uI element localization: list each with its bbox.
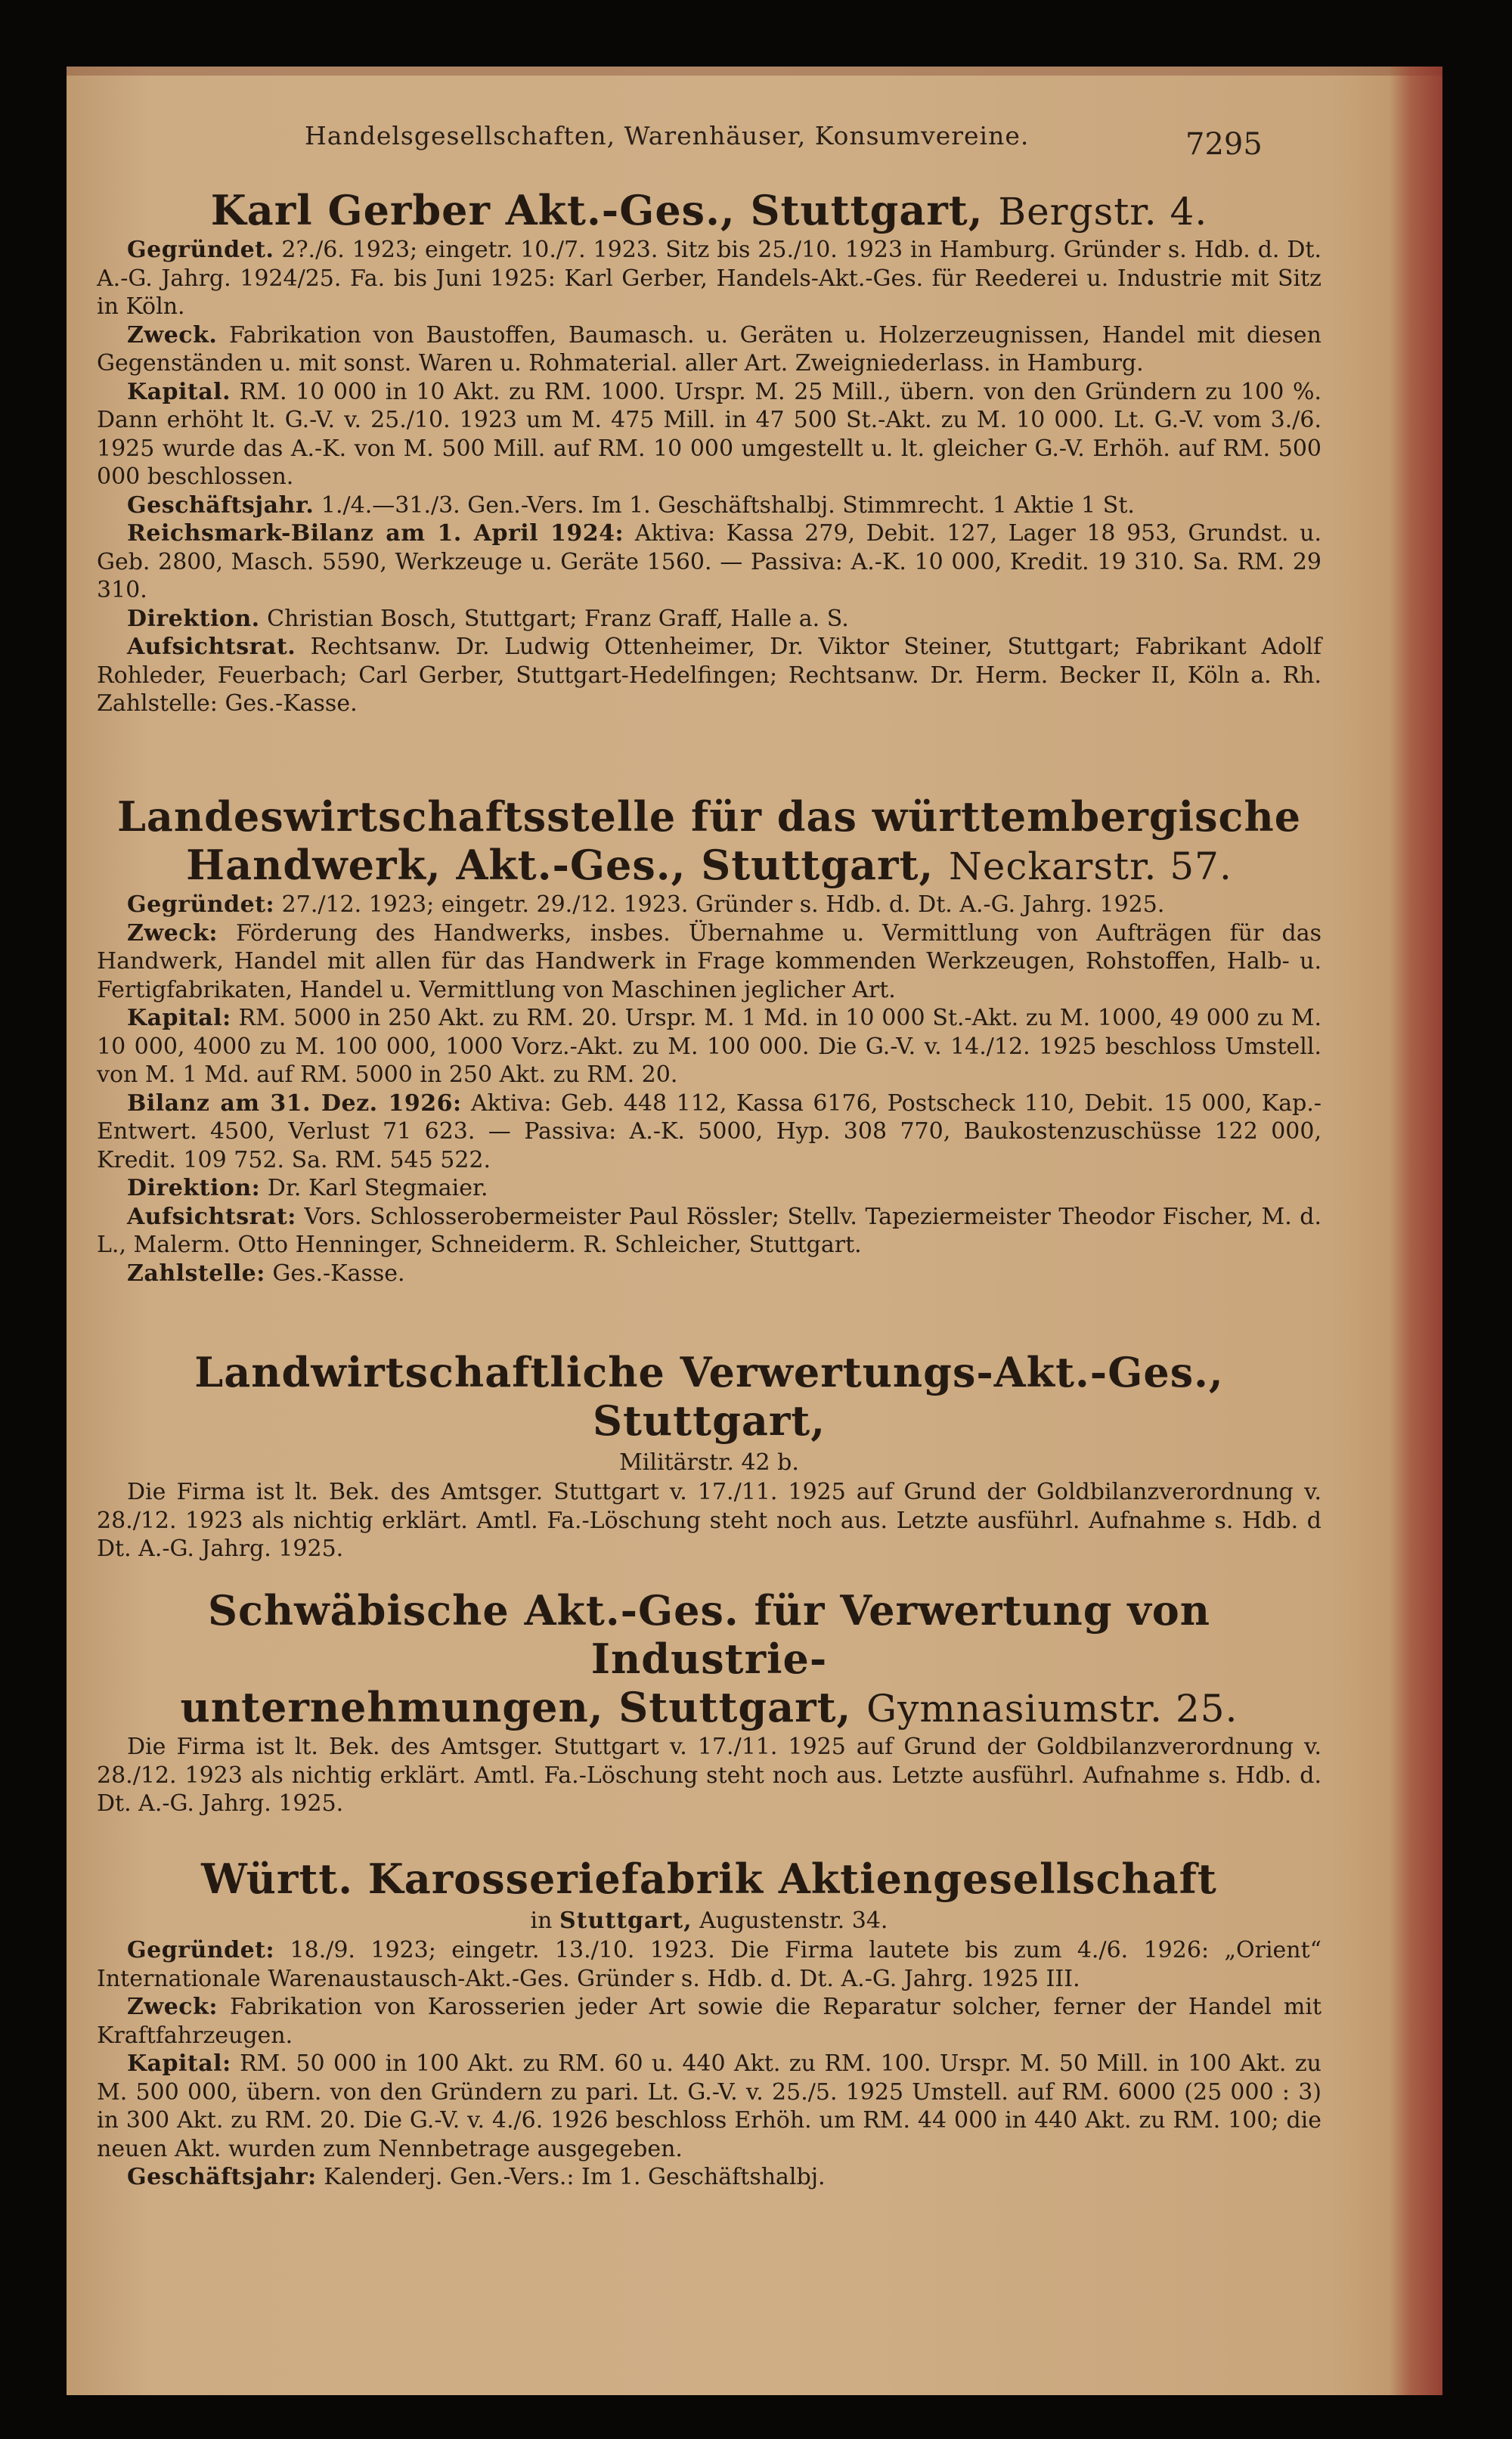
paragraph-text: Dr. Karl Stegmaier. [267,1175,488,1201]
paragraph-label: Direktion. [127,605,260,632]
paragraph-text: Fabrikation von Baustoffen, Baumasch. u. Geräten u. Holzerzeugnissen, Handel mit diesen Gegenständen u. mit sonst. Waren u. Rohmaterial. aller Art. Zweigniederlass. in Hamburg. [97,321,1321,377]
paragraph-kapital [97,2050,1321,2163]
location-street: Augustenstr. 34. [699,1908,888,1934]
page-top-edge [67,67,1442,76]
paragraph-aufsichtsrat [97,633,1321,718]
book-page [67,67,1442,2395]
paragraph-geschaeftsjahr [97,2163,1321,2192]
paragraph-text: RM. 5000 in 250 Akt. zu RM. 20. Urspr. M. 1 Md. in 10 000 St.-Akt. zu M. 1000, 49 000 zu M. 10 000, 4000 zu M. 100 000, 1000 Vorz.-Akt. zu M. 100 000. Die G.-V. v. 14./12. 1925 beschloss Umstell. von M. 1 Md. auf RM. 5000 in 250 Akt. zu RM. 20. [97,1005,1321,1088]
paragraph-label: Zahlstelle: [127,1260,265,1287]
company-address: Gymnasiumstr. 25. [866,1687,1238,1731]
company-name-line1: Schwäbische Akt.-Ges. für Verwertung von Industrie- [208,1586,1210,1683]
company-name-line1: Landeswirtschaftsstelle für das württembergische [116,792,1302,841]
paragraph-text: Aktiva: Geb. 448 112, Kassa 6176, Postscheck 110, Debit. 15 000, Kap.-Entwert. 4500, Verlust 71 623. — Passiva: A.-K. 5000, Hyp. 308 770, Baukostenzuschüsse 122 000, Kredit. 109 752. Sa. RM. 545 522. [97,1089,1321,1173]
paragraph-bilanz [97,1089,1321,1175]
paragraph-zweck [97,321,1321,378]
entry-schwaebische [97,1586,1321,1818]
paragraph-label: Gegründet. [127,237,274,263]
company-location [97,1906,1321,1936]
paragraph-label: Direktion: [127,1175,261,1201]
company-address: Bergstr. 4. [998,190,1208,234]
paragraph-text: 27./12. 1923; eingetr. 29./12. 1923. Gründer s. Hdb. d. Dt. A.-G. Jahrg. 1925. [281,891,1165,918]
entry-karosseriefabrik [97,1855,1321,2192]
entry-title [97,1348,1321,1445]
paragraph-label: Bilanz am 31. Dez. 1926: [127,1089,462,1117]
paragraph-gegruendet [97,1936,1321,1993]
paragraph-kapital [97,378,1321,491]
paragraph-text: 2?./6. 1923; eingetr. 10./7. 1923. Sitz bis 25./10. 1923 in Hamburg. Gründer s. Hdb. d. Dt. A.-G. Jahrg. 1924/25. Fa. bis Juni 1925: Karl Gerber, Handels-Akt.-Ges. für Reederei u. Industrie mit Sitz in Köln. [97,237,1321,320]
paragraph-zweck [97,919,1321,1005]
paragraph-label: Kapital: [127,2050,231,2077]
paragraph-direktion [97,1174,1321,1203]
paragraph-text: RM. 50 000 in 100 Akt. zu RM. 60 u. 440 Akt. zu RM. 100. Urspr. M. 50 Mill. in 100 Akt. zu M. 500 000, übern. von den Gründern zu pari. Lt. G.-V. v. 25./5. 1925 Umstell. auf RM. 6000 (25 000 : 3) in 300 Akt. zu RM. 20. Die G.-V. v. 4./6. 1926 beschloss Erhöh. um RM. 44 000 in 440 Akt. zu RM. 100; die neuen Akt. wurden zum Nennbetrage ausgegeben. [97,2050,1321,2162]
paragraph-note [97,1733,1321,1818]
paragraph-text: Kalenderj. Gen.-Vers.: Im 1. Geschäftshalbj. [324,2164,826,2190]
paragraph-gegruendet [97,236,1321,321]
company-name-line2: Handwerk, Akt.-Ges., Stuttgart, [186,841,934,889]
paragraph-aufsichtsrat [97,1203,1321,1260]
paragraph-text: Aktiva: Kassa 279, Debit. 127, Lager 18 953, Grundst. u. Geb. 2800, Masch. 5590, Werkzeuge u. Geräte 1560. — Passiva: A.-K. 10 000, Kredit. 19 310. Sa. RM. 29 310. [97,520,1321,603]
paragraph-bilanz [97,519,1321,605]
paragraph-geschaeftsjahr [97,491,1321,520]
entry-title [97,1855,1321,1903]
paragraph-text: 18./9. 1923; eingetr. 13./10. 1923. Die Firma lautete bis zum 4./6. 1926: „Orient“ Internationale Warenaustausch-Akt.-Ges. Gründer s. Hdb. d. Dt. A.-G. Jahrg. 1925 III. [97,1937,1322,1992]
paragraph-zweck [97,1993,1321,2050]
running-head [67,121,1442,166]
entry-karl-gerber [97,186,1321,718]
paragraph-text: RM. 10 000 in 10 Akt. zu RM. 1000. Urspr. M. 25 Mill., übern. von den Gründern zu 100 %. Dann erhöht lt. G.-V. v. 25./10. 1923 um M. 475 Mill. in 47 500 St.-Akt. zu M. 10 000. Lt. G.-V. vom 3./6. 1925 wurde das A.-K. von M. 500 Mill. auf RM. 10 000 umgestellt u. lt. gleicher G.-V. Erhöh. auf RM. 500 000 beschlossen. [97,378,1321,490]
paragraph-text: Die Firma ist lt. Bek. des Amtsger. Stuttgart v. 17./11. 1925 auf Grund der Goldbilanzverordnung v. 28./12. 1923 als nichtig erklärt. Amtl. Fa.-Löschung steht noch aus. Letzte ausführl. Aufnahme s. Hdb. d Dt. A.-G. Jahrg. 1925. [97,1479,1321,1562]
paragraph-text: Fabrikation von Karosserien jeder Art sowie die Reparatur solcher, ferner der Handel mit Kraftfahrzeugen. [97,1994,1321,2049]
paragraph-note [97,1478,1321,1564]
company-address: Neckarstr. 57. [949,845,1232,888]
paragraph-label: Kapital. [127,378,231,405]
paragraph-text: Rechtsanw. Dr. Ludwig Ottenheimer, Dr. Viktor Steiner, Stuttgart; Fabrikant Adolf Rohleder, Feuerbach; Carl Gerber, Stuttgart-Hedelfingen; Rechtsanw. Dr. Herm. Becker II, Köln a. Rh. Zahlstelle: Ges.-Kasse. [97,634,1321,717]
paragraph-label: Zweck: [127,1994,218,2020]
company-name: Karl Gerber Akt.-Ges., Stuttgart, [210,186,984,234]
paragraph-gegruendet [97,891,1321,919]
location-prefix: in [530,1908,553,1934]
company-name-line2: unternehmungen, Stuttgart, [180,1683,852,1731]
paragraph-label: Kapital: [127,1005,231,1031]
entry-landeswirtschaftsstelle [97,792,1321,1288]
paragraph-text: Die Firma ist lt. Bek. des Amtsger. Stuttgart v. 17./11. 1925 auf Grund der Goldbilanzverordnung v. 28./12. 1923 als nichtig erklärt. Amtl. Fa.-Löschung steht noch aus. Letzte ausführl. Aufnahme s. Hdb. d. Dt. A.-G. Jahrg. 1925. [97,1734,1321,1817]
paragraph-label: Gegründet: [127,891,275,918]
paragraph-direktion [97,605,1321,634]
running-title: Handelsgesellschaften, Warenhäuser, Konsumvereine. [305,121,1030,150]
paragraph-label: Aufsichtsrat: [127,1203,296,1230]
paragraph-label: Zweck: [127,919,218,947]
paragraph-label: Reichsmark-Bilanz am 1. April 1924: [127,520,624,547]
paragraph-kapital [97,1004,1321,1089]
paragraph-label: Aufsichtsrat. [127,634,296,660]
page-number: 7295 [1185,127,1263,162]
paragraph-text: Ges.-Kasse. [272,1260,405,1287]
paragraph-text: Christian Bosch, Stuttgart; Franz Graff, Halle a. S. [267,605,849,632]
paragraph-label: Zweck. [127,321,218,349]
paragraph-text: Vors. Schlosserobermeister Paul Rössler; Stellv. Tapeziermeister Theodor Fischer, M. d. L., Malerm. Otto Henninger, Schneiderm. R. Schleicher, Stuttgart. [97,1203,1321,1258]
entry-title [97,792,1321,891]
paragraph-label: Geschäftsjahr: [127,2164,317,2190]
page-binding-edge [1390,67,1442,2395]
paragraph-label: Gegründet: [127,1937,275,1963]
paragraph-label: Geschäftsjahr. [127,491,314,519]
paragraph-zahlstelle [97,1260,1321,1288]
location-city: Stuttgart, [559,1908,692,1934]
entry-title [97,1586,1321,1733]
company-address: Militärstr. 42 b. [619,1449,799,1476]
entry-title [97,186,1321,236]
paragraph-text: Förderung des Handwerks, insbes. Übernahme u. Vermittlung von Aufträgen für das Handwerk, Handel mit allen für das Handwerk in Frage kommenden Werkzeugen, Rohstoffen, Halb- u. Fertigfabrikaten, Handel u. Vermittlung von Maschinen jeglicher Art. [97,919,1321,1003]
entry-landwirtschaftliche [97,1348,1321,1564]
company-name: Landwirtschaftliche Verwertungs-Akt.-Ges., Stuttgart, [194,1348,1224,1445]
company-name: Württ. Karosseriefabrik Aktiengesellschaft [201,1855,1217,1903]
paragraph-text: 1./4.—31./3. Gen.-Vers. Im 1. Geschäftshalbj. Stimmrecht. 1 Aktie 1 St. [321,491,1135,519]
